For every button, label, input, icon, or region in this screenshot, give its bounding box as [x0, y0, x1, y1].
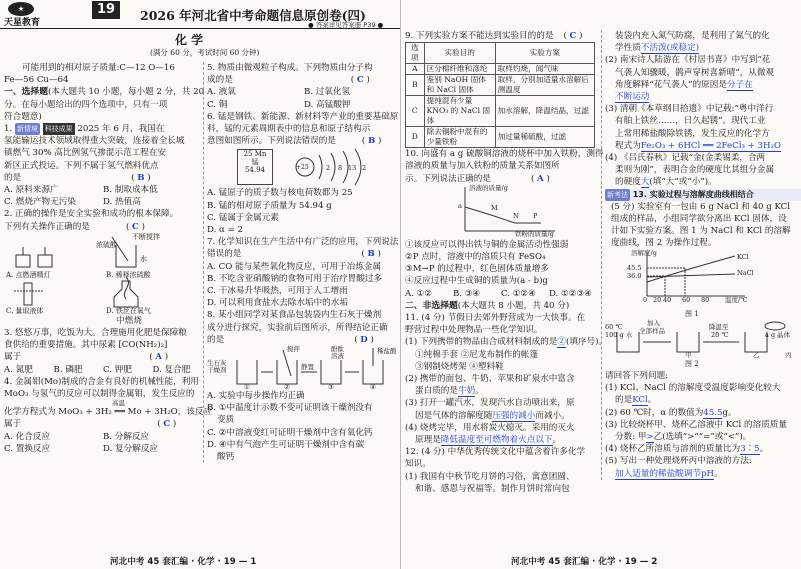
q9-cell: A	[406, 64, 425, 75]
q13-part-answer: >	[646, 432, 654, 443]
q6-option-a: A. 锰原子的质子数与核电荷数都为 25	[207, 188, 353, 199]
q11-part-text: (1) 下列携带的物品由合成材料制成的是	[405, 337, 558, 348]
q8-option-c: C. ②中溶液变红可证明干燥剂中含有氧化钙	[207, 427, 373, 438]
q4-option-b: B. 分解反应	[103, 431, 150, 442]
q12b-answer: 不断运动	[615, 92, 650, 103]
q12b-answer: 大	[640, 177, 650, 188]
q1-tag-new: 新情境	[15, 123, 40, 135]
q3-line-2: 食供给的重要措施。其中尿素 [CO(NH₂)₂]	[4, 340, 168, 351]
q11-part-answer: 降低温度至可燃物着火点以下	[440, 435, 553, 446]
q2-option-c: C. 量取液体	[6, 306, 44, 315]
q13-label-yi: 乙	[753, 350, 760, 359]
table-row	[406, 75, 595, 96]
q11-part-after: 而减小。	[535, 410, 570, 421]
q10-line-2: 溶液的质量与加入铁粉的质量关系如图所	[405, 161, 560, 172]
brand-logo: ★	[8, 2, 34, 16]
q2-option-d-2: 中燃烧	[116, 315, 142, 326]
subject-title: 化 学	[175, 33, 204, 47]
element-number: 25	[243, 150, 253, 159]
q1-answer: B	[137, 172, 145, 183]
q13-line-2: 组成的样品，小组同学欲分离出 KCl 固体，设	[611, 214, 787, 225]
section1-title: 一、选择题	[4, 87, 48, 98]
table-row	[406, 64, 595, 75]
kcl-curve	[647, 256, 735, 282]
q11-part-text: (4) 烧烤完毕，用水将炭火熄灭。采用的灭火	[405, 422, 575, 433]
q11-part-after: 。	[475, 386, 484, 397]
section1-desc-2: 分。在每小题给出的四个选项中，只有一项	[4, 99, 168, 110]
q7-line-2: 错误的是	[207, 249, 242, 260]
element-mass: 54.94	[244, 166, 266, 175]
q13-process-svg	[605, 320, 801, 358]
q12b-line: 装袋内充入氮气防腐，是利用了氮气的化	[615, 31, 770, 41]
q13-xlabel: 温度/℃	[725, 295, 748, 304]
q8-option-b-2: 变质	[217, 415, 235, 426]
q5-line-1: 5. 物质由微观粒子构成。下列物质由分子构	[207, 63, 373, 73]
q2-option-b: B. 稀释浓硫酸	[106, 270, 151, 279]
q6-line-3: 意图如图所示。下列说法错误的是	[207, 136, 336, 147]
q4-line-1: 4. 金属钼(Mo)制成的合金有良好的机械性能，利用	[4, 376, 199, 387]
footer-left	[110, 555, 256, 567]
q2-option-a: A. 点燃酒精灯	[6, 270, 51, 279]
q13-label-crystal: a g 晶体	[765, 330, 791, 339]
q12b-line: 气袭人知骤暖，鹊声穿树喜新晴”，从微观	[615, 67, 775, 78]
q3-option-b: B. 磷肥	[53, 364, 83, 375]
q13-line-1: (5 分) 实验室有一包由 6 g NaCl 和 40 g KCl	[611, 201, 790, 212]
q13-part-after: 。	[647, 395, 657, 406]
table-row	[406, 96, 595, 127]
q8-figure	[207, 346, 401, 390]
q6-line-2: 料，锰的元素周期表中的信息和原子结构示	[207, 124, 371, 135]
q10-ylabel: 溶液的质量/g	[469, 183, 508, 192]
q11-part-text: ③钢制烧烤架 ④塑料鞋	[415, 361, 504, 372]
nucleus-charge: +25	[296, 164, 309, 172]
q10-line-1: 10. 向盛有 a g 硫酸铜溶液的烧杯中加入铁粉，测得	[405, 149, 604, 160]
q12-line-1: 12. (4 分) 中华优秀传统文化中蕴含着许多化学	[405, 447, 586, 458]
q13-part-text: (4) 烧杯乙所溶质与溶剂的质量比为	[605, 444, 741, 455]
q13-part-answer: 45.5	[703, 407, 723, 418]
q12-line-2: 知识。	[405, 459, 431, 470]
q9-cell: 取样灼烧，闻气味	[495, 64, 594, 75]
q12-part-1: (1) 我国有中秋节吃月饼的习俗，寓意团圆、	[405, 471, 575, 482]
q5-line-2: 成的是	[207, 75, 233, 86]
q4-line-3: 化学方程式为 MoO₃ + 3H₂ ══ Mo + 3H₂O，该反应	[4, 407, 213, 418]
q12b-end: (填“大”或“小”)。	[649, 177, 717, 188]
q10-option-c: C. ①②④	[501, 288, 536, 299]
q9-cell: D	[406, 127, 425, 148]
q13-part-text: (1) KCl、NaCl 的溶解度受温度影响变化较大	[605, 383, 781, 394]
q5-option-b: B. 过氧化氢	[304, 87, 351, 98]
q5-option-d: D. 高锰酸钾	[304, 99, 351, 110]
q13-label-20c: 20 ℃	[711, 330, 729, 339]
q13-prompt: 请回答下列问题:	[605, 371, 669, 382]
q7-option-a: A. CO 能与某些氧化物反应，可用于冶炼金属	[207, 261, 382, 272]
q5-option-c: C. 铜	[207, 99, 228, 110]
q12b-line: (4) 《吕氏春秋》记载“金(金柔锡柔，合两	[605, 153, 766, 164]
q11-line-2: 野营过程中处理物品一些化学知识。	[405, 325, 543, 336]
q13-part-text: (3) 比较烧杯甲、烧杯乙溶液中 KCl 的溶质质量	[605, 419, 787, 430]
left-page	[0, 0, 400, 569]
q2-figure	[4, 233, 202, 315]
q3-option-a: A. 氮肥	[4, 364, 33, 375]
section2-desc: (本大题共 8 小题，共 40 分)	[457, 300, 570, 311]
q2-answer: C	[132, 221, 139, 232]
q3-line-3: 属于	[4, 352, 22, 363]
q13-part-after: g。	[722, 407, 737, 418]
q6-line-1: 6. 锰是钢铁、新能源、新材料等产业的重要基础原	[207, 111, 399, 122]
q9-answer: C	[569, 31, 577, 41]
q9-cell: 加过量稀硫酸，过滤	[495, 127, 594, 148]
q1-option-c: C. 燃烧产物无污染	[4, 197, 76, 208]
q11-part-text: 因是气体的溶解度随	[415, 410, 493, 421]
q13-ytick-2: 36.0	[627, 271, 642, 280]
q11-part-answer: ②	[557, 337, 567, 348]
q3-option-d: D. 复合肥	[152, 364, 191, 375]
q8-label-lime: 生石灰	[207, 359, 227, 368]
alcohol-lamp-a	[16, 255, 30, 267]
q13-ytick-1: 45.5	[627, 263, 642, 272]
shell-1: 2	[326, 164, 331, 173]
exam-info: (满分 60 分，考试时间 60 分钟)	[150, 48, 260, 57]
q13-xtick-2: 40	[663, 295, 672, 304]
q12b-line: (2) 南宋诗人陆游在《村居书喜》中写到“花	[605, 55, 771, 66]
right-column-2	[601, 30, 801, 480]
footer-right-page: 19 — 2	[624, 557, 658, 567]
q9-header-purpose: 实验目的	[424, 43, 495, 64]
q4-option-d: D. 复分解反应	[103, 443, 159, 454]
q11-part-text: (2) 携带的面包、牛奶、苹果和矿泉水中富含	[405, 374, 575, 385]
q8-label-desiccant: 干燥剂	[207, 366, 227, 375]
q5-option-a: A. 液氧	[207, 87, 236, 98]
q13-label-add: 加入	[647, 318, 660, 327]
q10-option-d: D. ①②③④	[549, 288, 592, 299]
q11-line-1: 11. (4 分) 节假日去郊外野营成为一大快事。在	[405, 313, 586, 324]
section1-desc-3: 符合题意)	[4, 111, 42, 122]
q10-xlabel: 铁粉的质量/g	[515, 229, 554, 238]
q13-fig1-caption: 图 1	[685, 309, 699, 318]
q2-option-d: D. 铁丝在氧气	[106, 306, 151, 315]
q2-label-acid: 浓硫酸	[96, 240, 117, 249]
q13-part-after: 乙(选填“>”“=”或“<”)。	[653, 432, 752, 443]
q12b-line: 的硬度	[615, 177, 641, 188]
q13-series-kcl: KCl	[737, 252, 749, 261]
left-column-2: 5. 物质由微观粒子构成。下列物质由分子构 成的是 ( C ) A. 液氧 B. 过氧化氢 C. 铜 D. 高锰酸钾 6. 锰是钢铁、新能源、新材料等产业的重要基础原 料，锰的元素周期表中的信息和原子结构示 意图如图所示。下列说法错误的是 ( B ) 25 Mn 锰 54.94 +25 2 8 13 2 A. 锰原子的质子数与核电荷数都为 25 B. 锰的相对原子质量为 54.94 g C. 锰属于金属元素 D. α = 2 7. 化学知识在生产生活中有广泛的应用，下列说法 错误的是 ( B ) A. CO 能与某些氧化物反应，可用于冶炼金属 B. 不吃含亚硝酸钠的食物可用于治疗胃酸过多 C. 干冰易升华吸热，可用于人工增雨 D. 可以利用食盐水去除水垢中的水垢 8. 某小组同学对某食品包装袋内生石灰干燥剂 成分进行探究，实验前后图所示，所得结论正确 的是 ( D ) 搅拌 生石灰 干燥剂 ① ② ③ ④ 静置 酚酞 溶液 稀盐酸 A. 实验中每步操作均正确 B. ①中温度计示数不变可证明该干燥剂没有 变质 C. ②中溶液变红可证明干燥剂中含有氧化钙 D. ④中有气泡产生可证明干燥剂中含有碳 酸钙	[203, 62, 401, 463]
q13-xtick-0: 0	[643, 295, 648, 304]
q13-xtick-4: 80	[701, 295, 710, 304]
q4-answer: C	[163, 419, 171, 430]
q9-header-option: 选项	[406, 43, 425, 64]
q12b-line: (3) 清朝《本草纲目拾遗》中记载:“粤中洋行	[605, 104, 774, 115]
header	[0, 0, 400, 29]
q9-table	[405, 42, 595, 148]
q8-label-phenol: 酚酞	[331, 345, 344, 354]
q11-part-text: 原理是	[415, 435, 441, 446]
badge-number: 19	[92, 1, 120, 19]
element-symbol: Mn	[254, 150, 267, 159]
q1-line-5: 的是	[4, 172, 22, 183]
q13-process-figure	[605, 320, 801, 358]
q13-label-water: 100 g 水	[605, 330, 633, 339]
footer-right	[511, 555, 657, 567]
q6-option-b: B. 锰的相对原子质量为 54.94 g	[207, 200, 332, 211]
q1-line-4: 新区正式投运。下列不属于氢气燃料优点	[4, 160, 159, 171]
q1-option-b: B. 制取成本低	[103, 185, 158, 196]
q2-label-stir: 不断搅拌	[132, 232, 160, 241]
q8-label-stir: 搅拌	[287, 345, 300, 354]
shell-2: 8	[338, 164, 343, 173]
element-cell	[237, 149, 273, 185]
q13-part-answer: KCl	[632, 395, 648, 406]
footer-left-page: 19 — 1	[223, 557, 257, 567]
q10-curve	[465, 203, 541, 223]
q1-line-1: 2025 年 6 月，我国在	[77, 124, 165, 135]
q10-statement-2: ②P 点时，溶液中的溶质只有 FeSO₄	[405, 252, 546, 263]
q13-label-cool: 降温至	[709, 322, 729, 331]
right-column-1: 9. 下列实验方案不能达到实验目的的是 ( C ) 选项 实验目的 实验方案 A 区分棉纤维和涤纶 取样灼烧，闻气味 B 鉴别 NaOH 固体和 NaCl 固体 取样，分别加适量水溶解后测温度 C 提纯混有少量 KNO₃ 的 NaCl 固体 加水溶解，降温结晶，过滤 D 除去铜粉中混有的少量铁粉 加过量稀硫酸，过滤 10. 向盛有 a g 硫酸铜溶液的烧杯中加入铁粉，测得 溶液的质量与加入铁粉的质量关系如图所 示。下列说法正确的是 ( A ) 溶液的质量/g a M N P 铁粉的质量/g ①该反应可以得出铁与铜的金属活动性强弱 ②P 点时，溶液中的溶质只有 FeSO₄ ③M→P 的过程中，红色固体质量增多 ④反应过程中生成铜的质量为(a - b)g A. ①② B. ③④ C. ①②④ D. ①②③④ 二、非选择题(本大题共 8 小题，共 40 分) 11. (4 分) 节假日去郊外野营成为一大快事。在 野营过程中处理物品一些化学知识。 (1) 下列携带的物品由合成材料制成的是②(填序号)。 ①纯棉手套 ②尼龙布制作的帐篷 ③钢制烧烤架 ④塑料鞋 (2) 携带的面包、牛奶、苹果和矿泉水中富含 蛋白质的是牛奶。 (3) 打开一罐汽水，发现汽水自动喷出来，原 因是气体的溶解度随压强的减小而减小。 (4) 烧烤完毕，用水将炭火熄灭。采用的灭火 原理是降低温度至可燃物着火点以下。 12. (4 分) 中华优秀传统文化中蕴含着许多化学 知识。 (1) 我国有中秋节吃月饼的习俗，寓意团圆、 和谐、感恩与祝福等。制作月饼时常向包	[405, 31, 608, 494]
q3-option-c: C. 钾肥	[103, 364, 132, 375]
q11-part-after: 。	[552, 435, 562, 446]
q10-option-a: A. ①②	[405, 288, 433, 299]
right-page	[400, 0, 801, 569]
q9-line-1: 9. 下列实验方案不能达到实验目的的是	[405, 31, 554, 41]
q12b-answer: 分子在	[726, 79, 753, 90]
q13-part-text: 分数: 甲	[615, 432, 647, 443]
q6-option-d: D. α = 2	[207, 225, 243, 236]
section2-title: 二、非选择题	[405, 300, 458, 311]
q4-condition: 高温	[112, 399, 125, 408]
shell-3: 13	[348, 164, 357, 173]
q13-label-sample: 全部样品	[639, 326, 665, 335]
q13-xtick-3: 60	[682, 295, 691, 304]
q8-option-d: D. ④中有气泡产生可证明干燥剂中含有碳	[207, 439, 365, 450]
q13-part-answer: 加入适量的稀盐酸调节pH	[615, 468, 714, 479]
q13-part-text: (2) 60 ℃时，α 的数值为	[605, 407, 704, 418]
q13-tag: 新考法	[605, 189, 630, 201]
q6-answer: B	[368, 136, 376, 147]
q10-start: a	[458, 201, 462, 210]
q10-statement-1: ①该反应可以得出铁与铜的金属活动性强弱	[405, 239, 569, 250]
q8-answer: D	[360, 334, 368, 345]
q9-cell: 除去铜粉中混有的少量铁粉	[424, 127, 495, 148]
q4-line-4: 属于	[4, 419, 22, 430]
q8-option-a: A. 实验中每步操作均正确	[207, 391, 305, 402]
q11-part-answer: 牛奶	[457, 386, 476, 397]
q9-cell: 取样，分别加适量水溶解后测温度	[495, 75, 594, 96]
q3-answer: A	[155, 352, 162, 363]
q12b-line: 柔则为刚”，表明合金的硬度比其组分金属	[615, 165, 775, 176]
q12b-line: 上常用稀盐酸除铁锈，发生反应的化学方	[615, 128, 770, 139]
q9-cell: C	[406, 96, 425, 127]
q9-cell: B	[406, 75, 425, 96]
q8-line-3: 的是	[207, 334, 225, 345]
q13-label-bing: 丙	[785, 350, 792, 359]
q8-label-hcl: 稀盐酸	[377, 347, 397, 356]
q2-label-water: 水	[140, 254, 147, 263]
q8-step-2: ②	[284, 383, 290, 392]
q7-option-d: D. 可以利用食盐水去除水垢中的水垢	[207, 298, 348, 309]
exam-title: 2026 年河北省中考命题信息原创卷(四)	[140, 8, 366, 23]
q1-line-3: 镇燃气 30% 高比例氢气掺混示范工程在安	[4, 148, 167, 159]
q10-graph	[405, 185, 597, 239]
footer-right-text: 河北中考 45 套汇编 · 化学 ·	[511, 557, 622, 567]
q8-option-d-2: 酸钙	[217, 452, 235, 463]
q11-part-text: (3) 打开一罐汽水，发现汽水自动喷出来，原	[405, 398, 575, 409]
q10-answer: A	[537, 173, 544, 184]
q8-step-1: ①	[244, 383, 250, 392]
q6-figure	[207, 147, 401, 187]
q13-title: 13. 实验过程与溶解度曲线相结合	[632, 189, 754, 199]
q12b-answer: Fe₂O₃ + 6HCl ══ 2FeCl₃ + 3H₂O	[640, 140, 782, 151]
q10-point-p: P	[533, 211, 538, 220]
q12b-line: 学性质	[615, 43, 641, 54]
q13-label-jia: 甲	[685, 350, 692, 359]
q2-line-1: 2. 正确的操作是安全实验和成功的根本保障。	[4, 209, 179, 220]
q13-part-text: (5) 写出一种处理烧杯丙中溶液的方法:	[605, 456, 752, 467]
left-column-1: 可能用到的相对原子质量:C—12 O—16 Fe—56 Cu—64 一、选择题(本大题共 10 小题，每小题 2 分，共 20 分。在每小题给出的四个选项中，只有一项 符合题意) 1. 新情境 科技成果 2025 年 6 月，我国在 氢能输运技术领域取得重大突破，连接着全长城 镇燃气 30% 高比例氢气掺混示范工程在安 新区正式投运。下列不属于氢气燃料优点 的是 ( B ) A. 原料来源广 B. 制取成本低 C. 燃烧产物无污染 D. 热值高 2. 正确的操作是安全实验和成功的根本保障。 下列有关操作正确的是 ( C ) 不断搅拌 浓硫酸 水 A. 点燃酒精灯 B. 稀释浓硫酸 C. 量取液体 D. 铁丝在氧气 中燃烧 3. 悠悠万事，吃饭为大。合理施用化肥是保障粮 食供给的重要措施。其中尿素 [CO(NH₂)₂] 属于 ( A ) A. 氮肥 B. 磷肥 C. 钾肥 D. 复合肥 4. 金属钼(Mo)制成的合金有良好的机械性能，利用 MoO₃ 与氢气的反应可以制得金属钼，发生反应的 高温 化学方程式为 MoO₃ + 3H₂ ══ Mo + 3H₂O，该反应 属于 ( C ) A. 化合反应 B. 分解反应 C. 置换反应 D. 复分解反应	[4, 63, 213, 454]
q7-option-c: C. 干冰易升华吸热，可用于人工增雨	[207, 286, 348, 297]
q8-step-3: ③	[328, 383, 334, 392]
q1-option-a: A. 原料来源广	[4, 185, 59, 196]
q11-part-text: ①纯棉手套 ②尼龙布制作的帐篷	[415, 349, 539, 360]
q12b-line: 有舶上铁丝……，日久起锈”。现代工业	[615, 116, 766, 127]
q13-graph-svg	[625, 250, 775, 308]
q1-option-d: D. 热值高	[103, 197, 141, 208]
q13-part-text: 的是	[615, 395, 633, 406]
q10-point-n: N	[513, 211, 519, 220]
q1-tag-tech: 科技成果	[43, 123, 75, 135]
q7-option-b: B. 不吃含亚硝酸钠的食物可用于治疗胃酸过多	[207, 273, 383, 284]
q13-line-4: 度曲线，图 2 为操作过程。	[611, 238, 717, 249]
q13-fig2-caption: 图 2	[685, 359, 699, 368]
q11-part-text: 蛋白质的是	[415, 386, 458, 397]
q9-header-plan: 实验方案	[495, 43, 594, 64]
answer-reference: ● 答案详见答案册 P39 ●	[308, 21, 384, 29]
graduated-cylinder	[24, 283, 32, 305]
q8-line-1: 8. 某小组同学对某食品包装袋内生石灰干燥剂	[207, 310, 382, 321]
q9-cell: 提纯混有少量 KNO₃ 的 NaCl 固体	[424, 96, 495, 127]
q12b-answer: 不活泼(或稳定)	[640, 43, 700, 54]
q13-series-nacl: NaCl	[737, 268, 754, 277]
q13-part-after: 。	[759, 444, 769, 455]
q13-xtick-1: 20	[653, 295, 662, 304]
q4-line-2: MoO₃ 与氢气的反应可以制得金属钼，发生反应的	[4, 389, 195, 400]
q1-line-2: 氢能输运技术领域取得重大突破，连接着全长城	[4, 136, 185, 147]
q9-cell: 加水溶解，降温结晶，过滤	[495, 96, 594, 127]
shell-4: 2	[362, 164, 367, 173]
gas-bottle	[114, 281, 138, 307]
q4-option-a: A. 化合反应	[4, 431, 51, 442]
q4-option-c: C. 置换反应	[4, 443, 51, 454]
q8-label-solution: 溶液	[331, 352, 344, 361]
q5-answer: C	[356, 75, 364, 86]
q12b-line: 角度解释“花气袭人”的原因是	[615, 79, 727, 90]
q10-point-m: M	[491, 203, 498, 212]
alcohol-lamp-b	[38, 255, 52, 267]
q10-statement-4: ④反应过程中生成铜的质量为(a - b)g	[405, 276, 548, 287]
q7-line-1: 7. 化学知识在生产生活中有广泛的应用，下列说法	[207, 237, 399, 248]
q10-line-3: 示。下列说法正确的是	[405, 173, 491, 184]
q13-solubility-graph	[605, 250, 801, 308]
q7-answer: B	[367, 249, 375, 260]
q8-label-settle: 静置	[301, 363, 314, 372]
brand-name: 天星教育	[4, 18, 41, 28]
q6-option-c: C. 锰属于金属元素	[207, 212, 279, 223]
table-row	[406, 127, 595, 148]
element-name: 锰	[251, 158, 259, 167]
q12b-line: 程式为	[615, 140, 641, 151]
q8-line-2: 成分进行探究，实验前后图所示，所得结论正确	[207, 322, 388, 333]
q8-step-4: ④	[370, 383, 376, 392]
q13-line-3: 计如下实验方案。图 1 为 NaCl 和 KCl 的溶解	[611, 226, 791, 237]
q13-ylabel: 溶解度/g	[631, 248, 657, 257]
q10-option-b: B. ③④	[453, 288, 481, 299]
q3-line-1: 3. 悠悠万事，吃饭为大。合理施用化肥是保障粮	[4, 328, 187, 339]
q13-label-60c: 60 ℃	[605, 322, 623, 331]
atomic-masses-2: Fe—56 Cu—64	[4, 75, 69, 86]
q9-cell: 区分棉纤维和涤纶	[424, 64, 495, 75]
q8-option-b: B. ①中温度计示数不变可证明该干燥剂没有	[207, 403, 373, 414]
q10-statement-3: ③M→P 的过程中，红色固体质量增多	[405, 264, 549, 275]
q12-part-1b: 和谐、感恩与祝福等。制作月饼时常向包	[415, 483, 570, 494]
footer-left-text: 河北中考 45 套汇编 · 化学 ·	[110, 557, 221, 567]
q11-part-after: (填序号)。	[566, 337, 608, 348]
q13-part-answer: 3∶5	[740, 444, 760, 455]
q11-part-answer: 压强的减小	[492, 410, 536, 421]
q2-line-2: 下列有关操作正确的是	[4, 221, 90, 232]
q13-part-after: 。	[713, 468, 723, 479]
atomic-masses-1: 可能用到的相对原子质量:C—12 O—16	[22, 63, 175, 73]
section1-desc-1: (本大题共 10 小题，每小题 2 分，共 20	[48, 87, 205, 98]
q9-cell: 鉴别 NaOH 固体和 NaCl 固体	[424, 75, 495, 96]
